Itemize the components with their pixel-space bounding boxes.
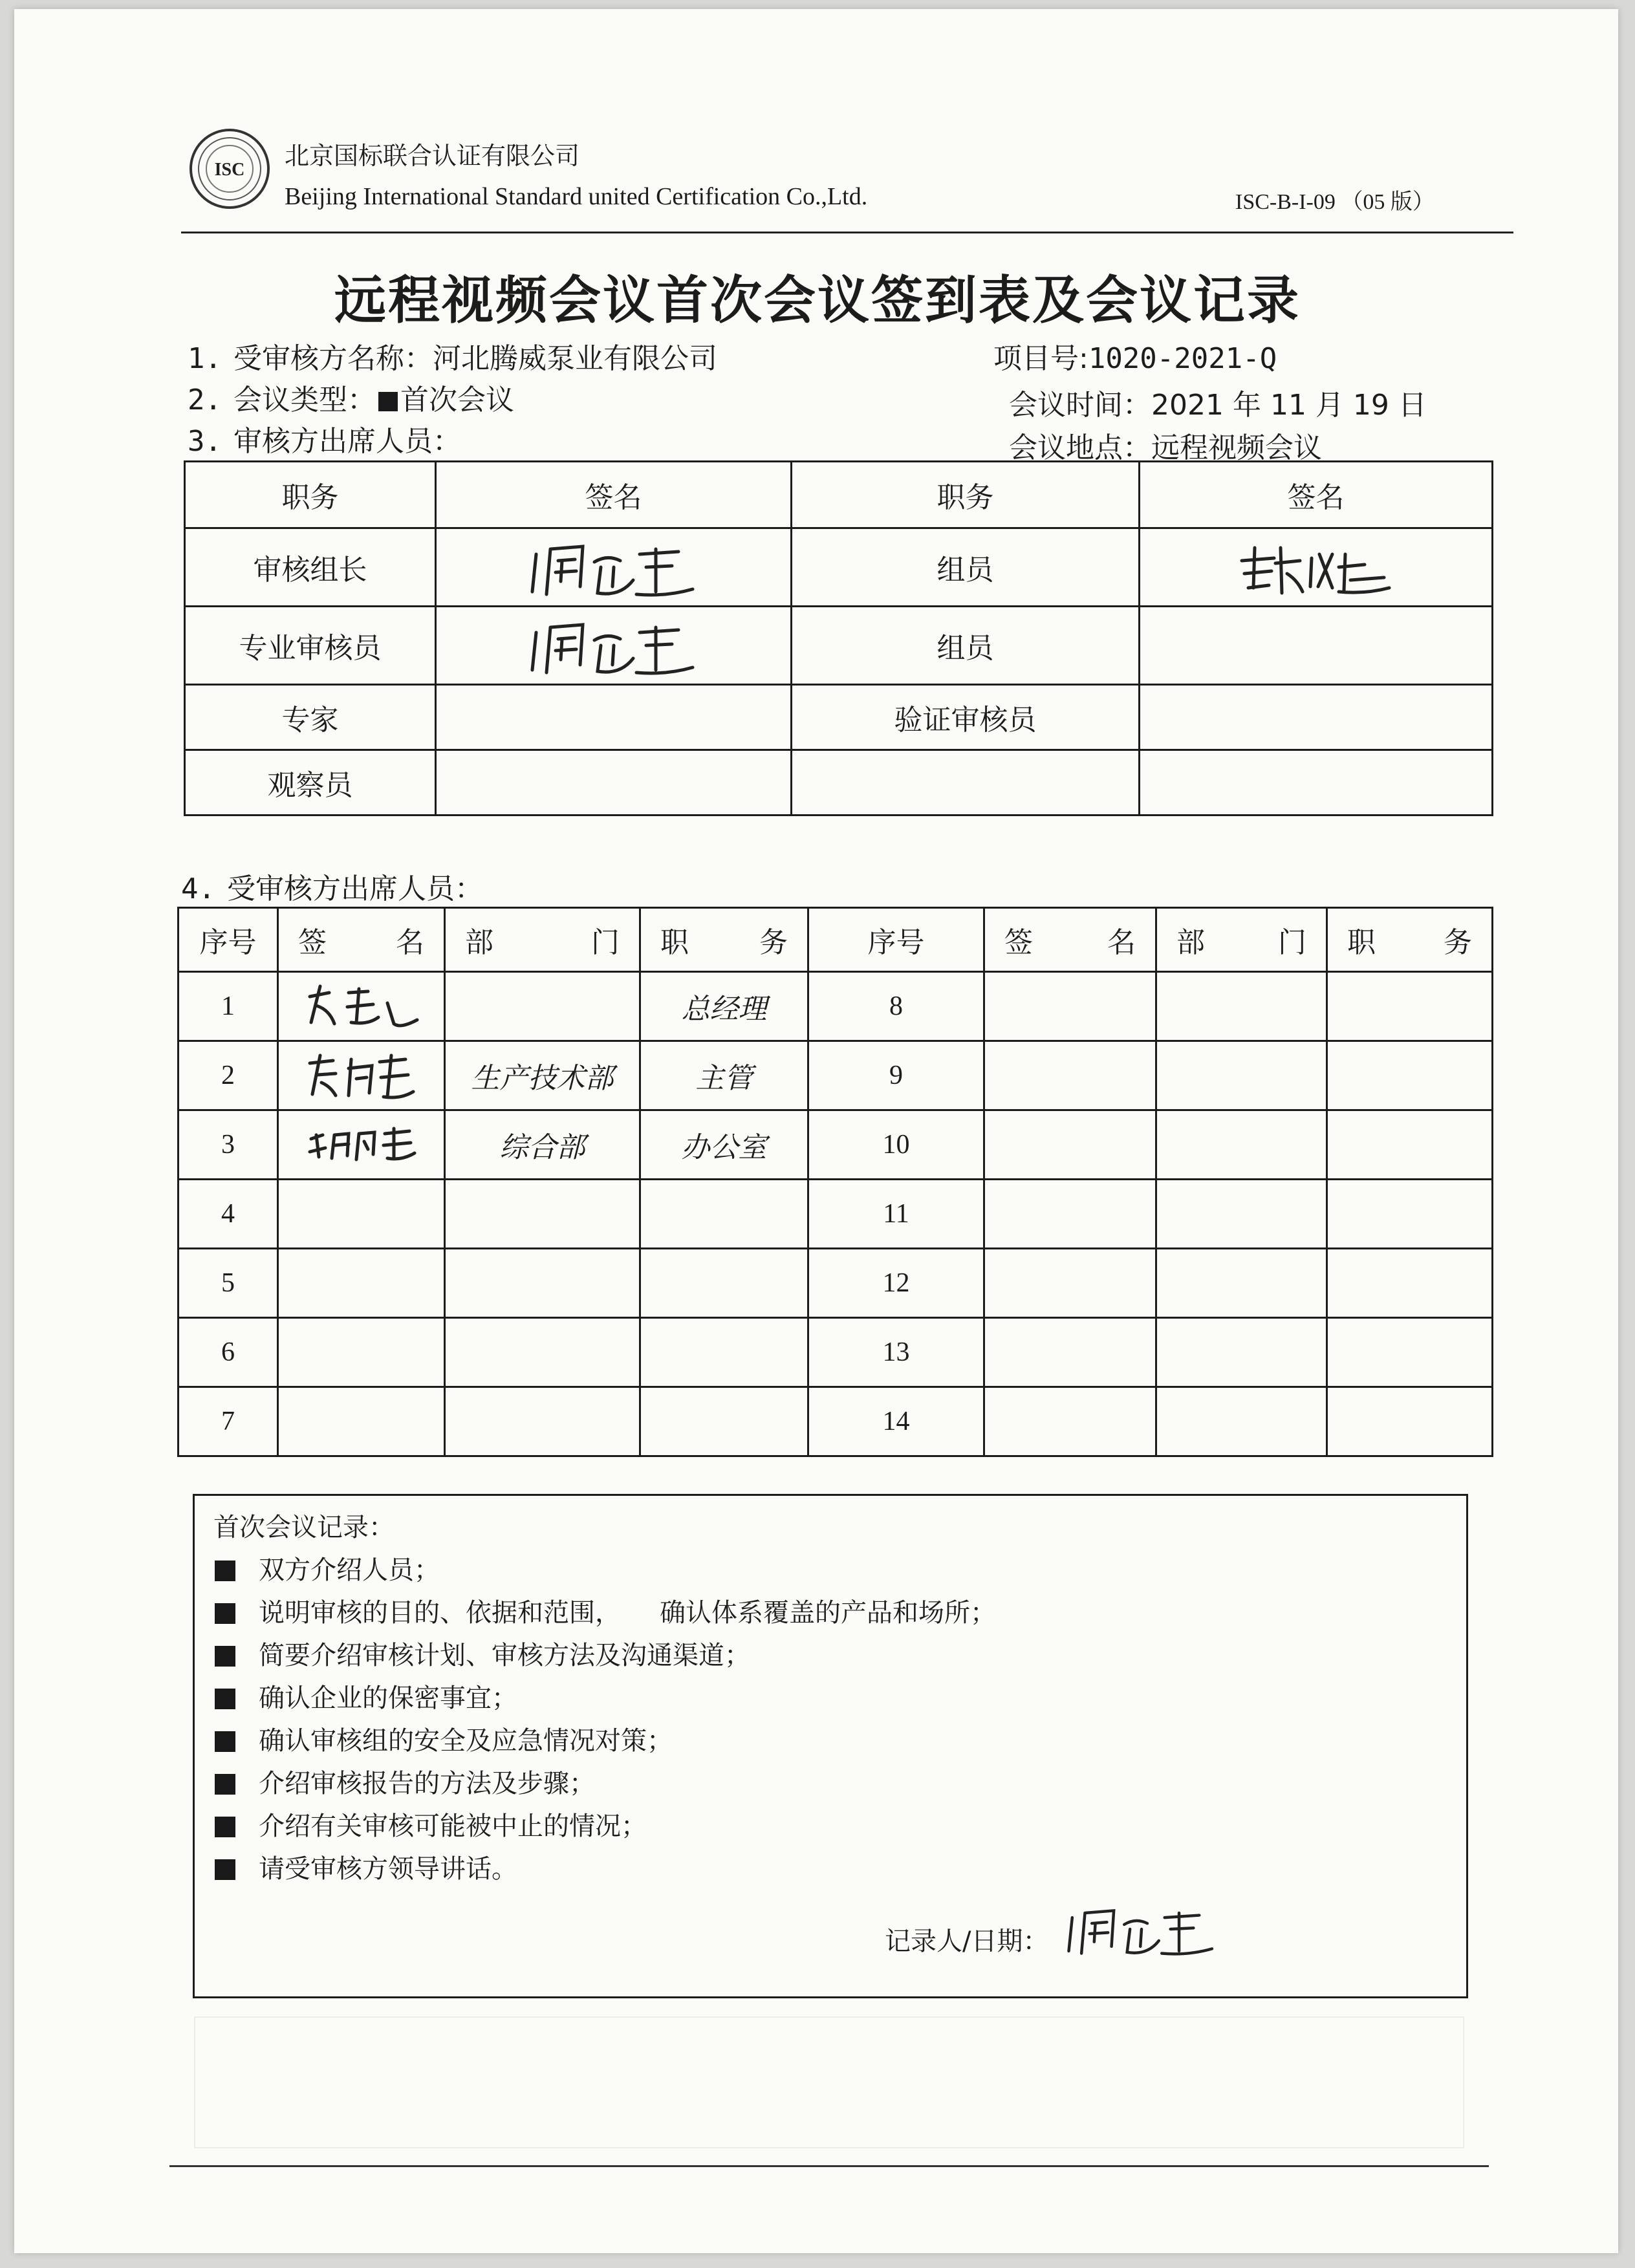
record-item-text: 确认企业的保密事宜； <box>259 1683 517 1713</box>
recorder-signature <box>1061 1894 1222 1965</box>
item-number: 4. <box>181 872 215 905</box>
role-cell: 观察员 <box>185 750 436 815</box>
header-sign-a: 签 <box>1004 926 1033 959</box>
row-number: 1 <box>179 972 278 1041</box>
header-dept-a: 部 <box>1176 926 1205 959</box>
header-divider <box>181 232 1513 233</box>
table-row <box>179 1180 1493 1249</box>
role-cell: 专业审核员 <box>185 607 436 685</box>
signature-cell <box>984 1180 1156 1249</box>
signature-cell <box>278 1249 445 1318</box>
department-cell <box>445 1318 640 1387</box>
handwritten-signature <box>523 613 704 678</box>
meeting-type-label: 会议类型： <box>233 383 376 416</box>
position-cell <box>1327 1387 1493 1456</box>
table-header-row <box>185 462 1493 528</box>
signature-cell <box>436 750 792 815</box>
department-cell <box>1156 1387 1327 1456</box>
department-cell <box>445 972 640 1041</box>
signature-cell <box>984 1110 1156 1180</box>
header-pos-a: 职 <box>1347 926 1376 959</box>
handwritten-signature <box>1235 535 1397 599</box>
record-item-text: 介绍审核报告的方法及步骤； <box>259 1769 595 1798</box>
audit-team-heading <box>188 418 461 459</box>
checked-box-icon <box>215 1603 235 1624</box>
meeting-type-line <box>188 376 514 418</box>
role-cell: 专家 <box>185 685 436 750</box>
record-item <box>215 1806 647 1842</box>
header-dept-a: 部 <box>465 926 493 959</box>
table-header-row <box>179 908 1493 972</box>
record-item-text: 双方介绍人员； <box>259 1555 440 1585</box>
position-cell <box>640 1387 808 1456</box>
position-cell <box>1327 1041 1493 1110</box>
document-title: 远程视频会议首次会议签到表及会议记录 <box>334 270 1301 330</box>
signature-cell <box>278 1387 445 1456</box>
item-number: 3. <box>188 425 222 458</box>
signature-cell <box>984 972 1156 1041</box>
record-item-text: 请受审核方领导讲话。 <box>259 1854 517 1884</box>
signature-cell <box>984 1318 1156 1387</box>
signature-cell <box>278 1041 445 1110</box>
row-number: 12 <box>808 1249 984 1318</box>
position-cell <box>1327 972 1493 1041</box>
isc-logo <box>188 127 272 211</box>
record-item <box>215 1550 440 1586</box>
recorder-label: 记录人/日期： <box>885 1927 1049 1956</box>
table-row <box>179 1110 1493 1180</box>
row-number: 8 <box>808 972 984 1041</box>
meeting-time-value: 2021 年 11 月 19 日 <box>1151 389 1427 422</box>
table-row <box>179 1318 1493 1387</box>
checked-box-icon <box>215 1731 235 1752</box>
meeting-record-title: 首次会议记录： <box>213 1513 395 1542</box>
header-dept-b: 门 <box>1278 926 1306 959</box>
header-sign <box>984 908 1156 972</box>
department-cell <box>1156 1249 1327 1318</box>
checked-box-icon <box>215 1689 235 1709</box>
position-cell <box>1327 1110 1493 1180</box>
header-cell: 签名 <box>436 462 792 528</box>
signature-cell <box>278 1110 445 1180</box>
audit-team-label: 审核方出席人员： <box>233 425 461 458</box>
header-position <box>1327 908 1493 972</box>
position-cell <box>1327 1249 1493 1318</box>
position-cell <box>640 1318 808 1387</box>
handwritten-signature <box>297 1046 426 1105</box>
row-number: 6 <box>179 1318 278 1387</box>
header-pos-b: 务 <box>1444 926 1472 959</box>
checked-box-icon <box>378 392 398 411</box>
record-item <box>215 1678 517 1714</box>
record-item-text: 简要介绍审核计划、审核方法及沟通渠道； <box>259 1641 750 1670</box>
department-cell <box>1156 1318 1327 1387</box>
header-position <box>640 908 808 972</box>
meeting-time-line <box>1009 382 1427 423</box>
signature-cell <box>1140 607 1493 685</box>
department-cell <box>445 1387 640 1456</box>
department-cell: 综合部 <box>445 1110 640 1180</box>
header-dept <box>445 908 640 972</box>
table-row <box>179 1041 1493 1110</box>
signature-cell <box>436 528 792 607</box>
position-cell <box>640 1180 808 1249</box>
checked-box-icon <box>215 1774 235 1795</box>
department-cell <box>1156 972 1327 1041</box>
auditee-attendees-label: 受审核方出席人员： <box>226 872 483 905</box>
header-sign-b: 名 <box>396 926 424 959</box>
meeting-place-label: 会议地点： <box>1009 431 1151 464</box>
record-item-text: 说明审核的目的、依据和范围， 确认体系覆盖的产品和场所； <box>259 1598 996 1628</box>
signature-cell <box>278 972 445 1041</box>
record-item <box>215 1848 517 1885</box>
table-row <box>185 750 1493 815</box>
header-sign-b: 名 <box>1107 926 1136 959</box>
row-number: 11 <box>808 1180 984 1249</box>
header-sign <box>278 908 445 972</box>
header-seq: 序号 <box>179 908 278 972</box>
role-cell: 审核组长 <box>185 528 436 607</box>
auditee-value: 河北腾威泵业有限公司 <box>432 342 717 375</box>
department-cell <box>445 1180 640 1249</box>
audit-team-table <box>184 460 1493 816</box>
position-cell <box>1327 1318 1493 1387</box>
header-cell: 签名 <box>1140 462 1493 528</box>
auditee-line <box>188 335 717 376</box>
header-seq: 序号 <box>808 908 984 972</box>
record-item <box>215 1720 673 1757</box>
handwritten-signature <box>297 977 426 1035</box>
handwritten-signature <box>523 535 704 599</box>
project-line <box>993 335 1277 376</box>
department-cell <box>1156 1180 1327 1249</box>
position-cell: 办公室 <box>640 1110 808 1180</box>
item-number: 1. <box>188 342 222 375</box>
header-pos-a: 职 <box>660 926 689 959</box>
auditee-attendees-heading <box>181 865 483 907</box>
header-pos-b: 务 <box>759 926 788 959</box>
signature-cell <box>984 1041 1156 1110</box>
table-row <box>185 528 1493 607</box>
department-cell <box>445 1249 640 1318</box>
project-value: 1020-2021-Q <box>1088 342 1277 375</box>
svg-text:ISC: ISC <box>214 160 245 180</box>
record-item-text: 介绍有关审核可能被中止的情况； <box>259 1811 647 1841</box>
position-cell: 主管 <box>640 1041 808 1110</box>
header-dept-b: 门 <box>591 926 620 959</box>
record-item <box>215 1592 996 1629</box>
header-cell: 职务 <box>792 462 1140 528</box>
table-row <box>179 1387 1493 1456</box>
project-label: 项目号: <box>993 342 1088 375</box>
signature-cell <box>1140 528 1493 607</box>
record-item-text: 确认审核组的安全及应急情况对策； <box>259 1726 673 1756</box>
role-cell: 组员 <box>792 607 1140 685</box>
recorder-line <box>885 1921 1048 1958</box>
company-name-cn: 北京国标联合认证有限公司 <box>285 142 580 170</box>
signature-cell <box>984 1249 1156 1318</box>
header-cell: 职务 <box>185 462 436 528</box>
row-number: 13 <box>808 1318 984 1387</box>
row-number: 2 <box>179 1041 278 1110</box>
signature-cell <box>436 685 792 750</box>
meeting-place-value: 远程视频会议 <box>1151 431 1322 464</box>
table-row <box>185 607 1493 685</box>
role-cell: 验证审核员 <box>792 685 1140 750</box>
row-number: 3 <box>179 1110 278 1180</box>
handwritten-signature <box>297 1116 426 1174</box>
table-row <box>185 685 1493 750</box>
item-number: 2. <box>188 383 222 416</box>
row-number: 7 <box>179 1387 278 1456</box>
auditee-attendees-table <box>177 907 1493 1457</box>
footer-divider <box>169 2165 1489 2167</box>
position-cell <box>640 1249 808 1318</box>
department-cell <box>1156 1041 1327 1110</box>
signature-cell <box>1140 750 1493 815</box>
signature-cell <box>984 1387 1156 1456</box>
form-code: ISC-B-I-09 （05 版） <box>1235 190 1435 214</box>
row-number: 5 <box>179 1249 278 1318</box>
auditee-label: 受审核方名称： <box>233 342 433 375</box>
signature-cell <box>278 1180 445 1249</box>
record-item <box>215 1635 750 1672</box>
checked-box-icon <box>215 1561 235 1581</box>
meeting-type-value: 首次会议 <box>400 383 514 416</box>
department-cell: 生产技术部 <box>445 1041 640 1110</box>
position-cell: 总经理 <box>640 972 808 1041</box>
meeting-time-label: 会议时间： <box>1009 389 1151 422</box>
record-item <box>215 1763 595 1800</box>
department-cell <box>1156 1110 1327 1180</box>
checked-box-icon <box>215 1646 235 1667</box>
position-cell <box>1327 1180 1493 1249</box>
signature-cell <box>278 1318 445 1387</box>
header-dept <box>1156 908 1327 972</box>
role-cell: 组员 <box>792 528 1140 607</box>
table-row <box>179 1249 1493 1318</box>
row-number: 14 <box>808 1387 984 1456</box>
bleed-through-area <box>194 2016 1464 2148</box>
company-name-en: Beijing International Standard united Certification Co.,Ltd. <box>285 183 868 210</box>
table-row <box>179 972 1493 1041</box>
checked-box-icon <box>215 1817 235 1837</box>
checked-box-icon <box>215 1859 235 1880</box>
role-cell <box>792 750 1140 815</box>
meeting-place-line <box>1009 424 1322 466</box>
row-number: 10 <box>808 1110 984 1180</box>
signature-cell <box>1140 685 1493 750</box>
row-number: 4 <box>179 1180 278 1249</box>
header-sign-a: 签 <box>298 926 327 959</box>
row-number: 9 <box>808 1041 984 1110</box>
signature-cell <box>436 607 792 685</box>
